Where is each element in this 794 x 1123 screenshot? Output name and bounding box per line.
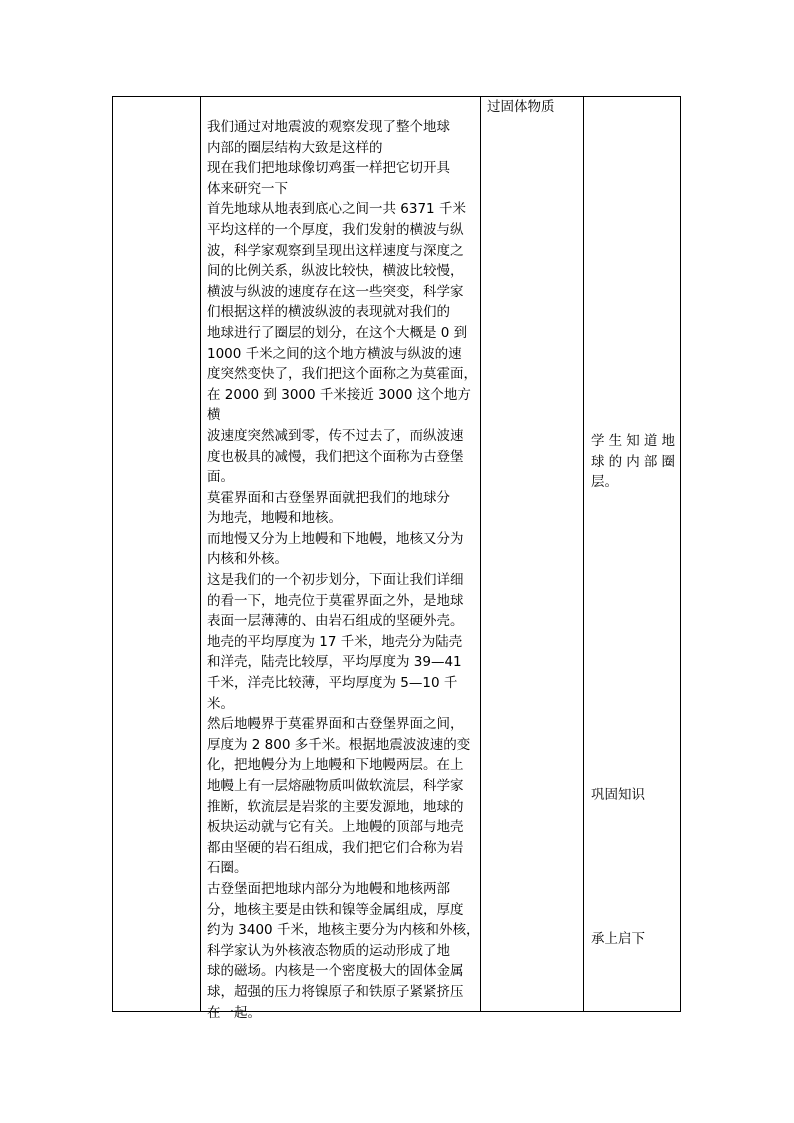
consolidate-note: 巩固知识 (591, 787, 645, 803)
lesson-table (112, 96, 681, 1021)
transition-note: 承上启下 (591, 931, 645, 947)
column-divider-3 (583, 97, 584, 1011)
paragraph-7: 地壳的平均厚度为 17 千米，地壳分为陆壳 和洋壳，陆壳比较厚，平均厚度为 39—41 千米，洋壳比较薄，平均厚度为 5—10 千米。 (207, 633, 463, 712)
paragraph-3: 首先地球从地表到底心之间一共 6371 千米 平均这样的一个厚度，我们发射的横波与纵 波，科学家观察到呈现出这样速度与深度之 间的比例关系，纵波比较快，横波比较慢， 横波与纵波的速度存在这一些突变，科学家 们根据这样的横波纵波的表现就对我们的 地球进行了圈层的划分，在这个大概是 0 到 1000 千米之间的这个地方横波与纵波的速 度突然变快了，我们把这个面称之为莫霍面， 在 2000 到 3000 千米接近 3000 这个地方横 波速度突然减到零，传不过去了，而纵波速 度也极具的减慢，我们把这个面称为古登堡 面。 (207, 201, 477, 486)
paragraph-9: 古登堡面把地球内部分为地幔和地核两部 分，地核主要是由铁和镍等金属组成，厚度 约为 3400 千米，地核主要分为内核和外核， 科学家认为外核液态物质的运动形成了地 球的磁场。内核是一个密度极大的固体金属 球，超强的压力将镍原子和铁原子紧紧挤压 在一起。 (207, 880, 480, 1021)
goal-note-line-2: 球的内部圈 (591, 453, 675, 470)
paragraph-5: 而地慢又分为上地幔和下地幔，地核又分为 内核和外核。 (207, 530, 464, 568)
paragraph-1: 我们通过对地震波的观察发现了整个地球 内部的圈层结构大致是这样的 (207, 119, 450, 156)
main-content-cell (207, 117, 481, 1023)
paragraph-6: 这是我们的一个初步划分，下面让我们详细 的看一下，地壳位于莫霍界面之外，是地球 表面一层薄薄的、由岩石组成的坚硬外壳。 (207, 572, 464, 630)
goal-note (591, 431, 675, 493)
goal-note-line-3: 层。 (591, 474, 618, 491)
paragraph-2: 现在我们把地球像切鸡蛋一样把它切开具 体来研究一下 (207, 160, 450, 197)
goal-note-line-1: 学生知道地 (591, 433, 675, 449)
paragraph-8: 然后地幔界于莫霍界面和古登堡界面之间， 厚度为 2 800 多千米。根据地震波波速的变 化，把地幔分为上地幔和下地幔两层。在上 地幔上有一层熔融物质叫做软流层，科学家 推断，软流层是岩浆的主要发源地，地球的 板块运动就与它有关。上地幔的顶部与地壳 都由坚硬的岩石组成，我们把它们合称为岩 石圈。 (207, 716, 471, 877)
column-3-text: 过固体物质 (487, 99, 555, 115)
column-divider-1 (200, 97, 201, 1011)
paragraph-4: 莫霍界面和古登堡界面就把我们的地球分 为地壳，地幔和地核。 (207, 489, 450, 527)
